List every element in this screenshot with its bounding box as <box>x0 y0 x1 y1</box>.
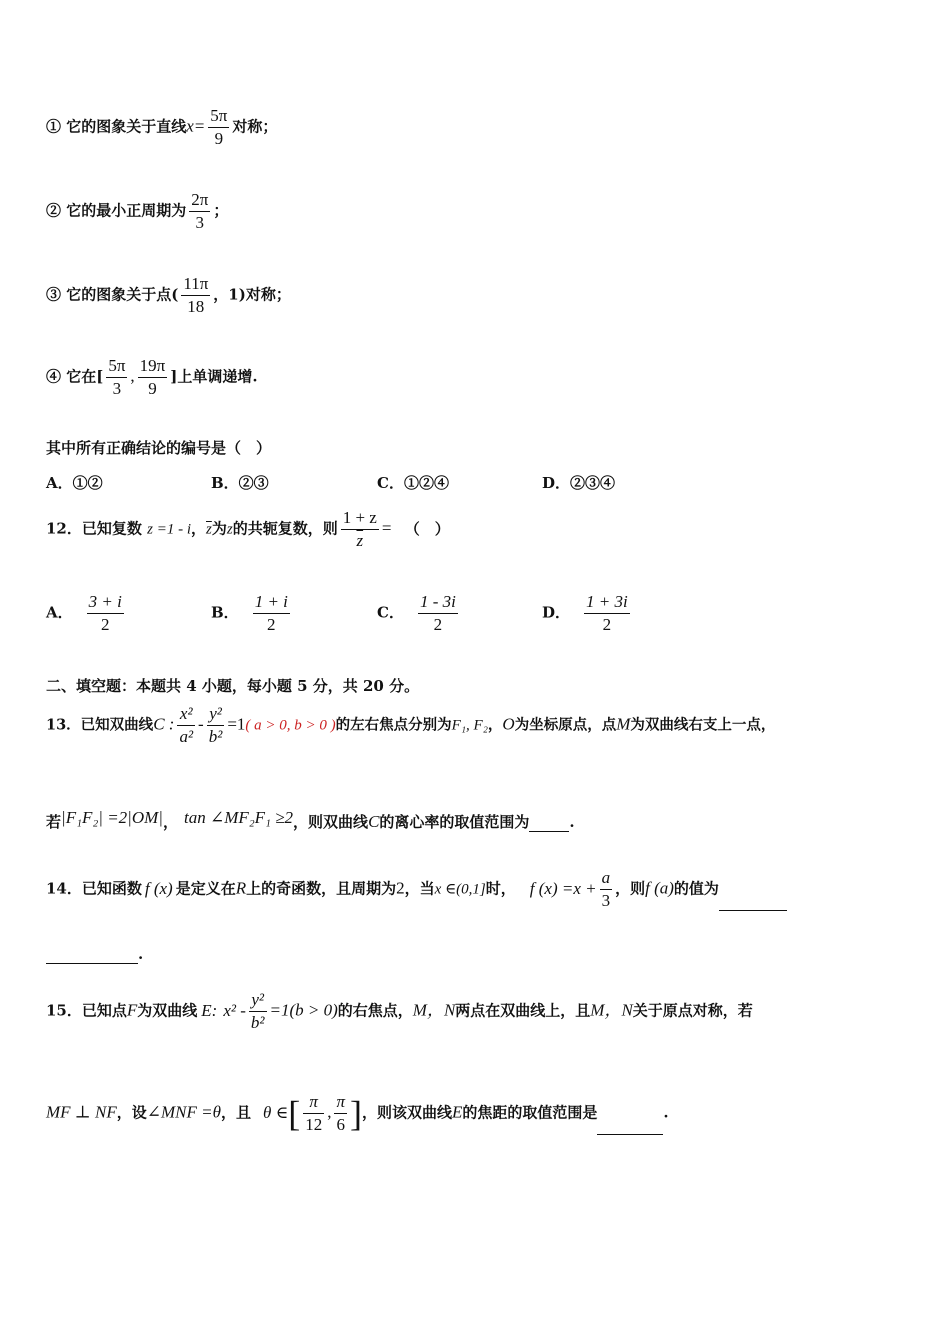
statement-4-text: ④ 它在[ <box>46 367 104 386</box>
q13-prefix: 13．已知双曲线 <box>46 716 154 734</box>
q13-condition: ( a > 0, b > 0 ) <box>245 717 336 734</box>
q13-curve-name: C : <box>153 714 175 734</box>
q14-text-1: 是定义在 <box>175 879 236 898</box>
fraction-numerator: π <box>303 1092 324 1114</box>
statement-3-fraction <box>181 274 210 317</box>
fraction-denominator: z <box>356 531 364 550</box>
q15-text-8: 的焦距的取值范围是 <box>462 1103 598 1122</box>
statement-2-text: ② 它的最小正周期为 <box>46 201 187 220</box>
q15-x-term: x² - <box>223 1000 246 1020</box>
q11-option-d: D．②③④ <box>542 474 616 492</box>
q13-line-1 <box>46 704 775 747</box>
q11-option-c: C．①②④ <box>377 474 449 492</box>
fraction-denominator: 3 <box>601 891 611 910</box>
section-2-heading: 二、填空题：本题共 4 小题，每小题 5 分，共 20 分。 <box>46 677 420 695</box>
q14-text-6: 的值为 <box>673 879 719 898</box>
fraction-numerator: x² <box>177 704 195 726</box>
q12-fraction <box>341 508 379 551</box>
q15-y-fraction <box>249 990 267 1033</box>
q14-text-5: ，则 <box>615 879 646 898</box>
q13-origin: O <box>502 714 515 734</box>
fraction-denominator: 3 <box>195 213 205 232</box>
fraction-numerator: 5π <box>208 106 229 128</box>
q15-answer-blank[interactable] <box>597 1118 663 1135</box>
option-label: C． <box>377 603 404 622</box>
q13-text-1: 的左右焦点分别为 <box>335 716 452 734</box>
q15-text-1: 为双曲线 <box>137 1001 198 1020</box>
q15-curve-e: E: <box>201 1000 218 1020</box>
fraction-denominator: b² <box>250 1013 265 1032</box>
q13-answer-blank[interactable] <box>529 815 569 832</box>
fraction-denominator: 2 <box>100 615 110 634</box>
q12-paren: （ ） <box>404 519 450 538</box>
q12-equals: = <box>381 518 392 538</box>
option-fraction <box>253 592 290 635</box>
fraction-denominator: 18 <box>187 297 205 316</box>
fraction-numerator: π <box>334 1092 347 1114</box>
q15-end: . <box>663 1103 669 1122</box>
q15-points: M，N <box>412 1000 456 1020</box>
q15-point-f: F <box>126 1000 138 1020</box>
q13-equals: =1 <box>227 714 246 734</box>
fraction-numerator: 1 - 3i <box>418 592 458 614</box>
q11-option-a: A．①② <box>46 474 103 492</box>
statement-1-text: ① 它的图象关于直线 <box>46 117 187 136</box>
statement-4: ④ 它在[ $\frac{5\pi}{3}$ , $\frac{19\pi}{9}$ ]上单调递增. <box>46 356 258 398</box>
q14-function: f (x) <box>144 878 173 898</box>
q12-option-b <box>211 592 293 635</box>
statement-3-tail: ，1)对称； <box>213 285 291 304</box>
q15-line-1 <box>46 990 753 1033</box>
q14-formula: f (x) =x + <box>529 878 597 898</box>
statement-1-tail: 对称； <box>232 117 278 136</box>
fraction-numerator: 3 + i <box>87 592 124 614</box>
q12-text: 的共轭复数，则 <box>232 519 338 538</box>
q13-comma: ， <box>162 813 178 831</box>
q15-theta: θ ∈ <box>263 1102 289 1122</box>
q15-right-bracket: ] <box>349 1093 362 1134</box>
q15-text-5: ，设 <box>116 1103 147 1122</box>
q14-end: . <box>138 945 144 963</box>
q14-answer-blank-2[interactable] <box>46 947 138 964</box>
fraction-numerator: y² <box>249 990 267 1012</box>
q14-real: R <box>235 878 247 898</box>
fraction-denominator: b² <box>208 727 223 746</box>
q14-text-4: 时， <box>485 879 516 898</box>
fraction-numerator: 2π <box>189 190 210 212</box>
q12-z: z <box>226 521 233 538</box>
q15-perpendicular: MF ⊥ NF <box>46 1102 117 1122</box>
q15-text-6: ，且 <box>220 1103 251 1122</box>
fraction-numerator: a <box>600 868 613 890</box>
q13-point-m: M <box>616 714 631 734</box>
fraction-denominator: 6 <box>336 1115 345 1134</box>
q13-condition-2: |F₁F₂| =2|OM| <box>61 808 163 827</box>
q15-line-2: MF ⊥ NF，设∠MNF =θ，且 θ ∈[ $\frac{\pi}{12}$ , $\frac{\pi}{6}$ ]，则该双曲线E的焦距的取值范围是 . <box>46 1092 669 1134</box>
q12-prefix: 12．已知复数 <box>46 519 142 538</box>
statement-1-var: x= <box>186 116 206 136</box>
q13-text-2: ， <box>487 716 503 734</box>
q13-text-4: 为双曲线右支上一点， <box>630 716 776 734</box>
fraction-denominator: a² <box>179 727 194 746</box>
q15-fraction-2 <box>334 1092 347 1135</box>
q15-text-3: 两点在双曲线上，且 <box>455 1001 591 1020</box>
q14-period: 2 <box>396 878 405 898</box>
q15-fraction-1 <box>303 1092 324 1135</box>
q15-angle: ∠MNF =θ <box>146 1102 221 1122</box>
fraction-denominator: 9 <box>214 129 224 148</box>
q13-curve-c: C <box>368 812 380 831</box>
fraction-numerator: 1 + 3i <box>584 592 630 614</box>
fraction-numerator: y² <box>207 704 225 726</box>
q12-z-definition: z =1 - i <box>147 521 191 538</box>
q12-option-c <box>377 592 461 635</box>
fraction-numerator: 5π <box>106 356 127 378</box>
statement-4-fraction-1 <box>106 356 127 399</box>
q13-minus: - <box>198 714 204 734</box>
q12-zbar: $\overline{z}$ <box>206 521 212 538</box>
q15-text-4: 关于原点对称，若 <box>632 1001 753 1020</box>
q11-option-b: B．②③ <box>211 474 269 492</box>
q11-question: 其中所有正确结论的编号是（ ） <box>46 439 272 457</box>
q14-prefix: 14．已知函数 <box>46 879 142 898</box>
q14-fa: f (a) <box>645 878 674 898</box>
fraction-denominator: 12 <box>305 1115 323 1134</box>
q14-line-1 <box>46 868 787 911</box>
q13-text-5: ，则双曲线 <box>293 813 369 831</box>
q13-ruo: 若 <box>46 813 62 831</box>
statement-2 <box>46 190 228 233</box>
q13-line-2 <box>46 808 575 832</box>
option-fraction <box>584 592 630 635</box>
statement-4-fraction-2 <box>138 356 168 399</box>
fraction-numerator: 1 + z <box>341 508 379 530</box>
q15-text-7: ，则该双曲线 <box>361 1103 452 1122</box>
q14-domain: x ∈(0,1] <box>434 881 486 898</box>
q14-text-2: 上的奇函数，且周期为 <box>246 879 397 898</box>
fraction-numerator: 1 + i <box>253 592 290 614</box>
q15-prefix: 15．已知点 <box>46 1001 127 1020</box>
fraction-denominator: 2 <box>433 615 443 634</box>
option-label: B． <box>211 603 239 622</box>
q15-curve-e2: E <box>451 1102 463 1122</box>
q12-option-a <box>46 592 127 635</box>
q15-text-2: 的右焦点， <box>337 1001 413 1020</box>
q13-y-fraction <box>207 704 225 747</box>
option-fraction <box>87 592 124 635</box>
q13-condition-3: tan ∠MF₂F₁ ≥2 <box>183 808 294 827</box>
q13-x-fraction <box>177 704 195 747</box>
q13-foci: F₁, F₂ <box>451 717 488 734</box>
fraction-denominator: 2 <box>267 615 276 634</box>
statement-1 <box>46 106 277 149</box>
option-fraction <box>418 592 458 635</box>
statement-1-fraction <box>208 106 229 149</box>
statement-2-fraction <box>189 190 210 233</box>
fraction-numerator: 19π <box>138 356 168 378</box>
q13-text-6: 的离心率的取值范围为 <box>379 813 530 831</box>
statement-4-tail: ]上单调递增. <box>170 367 258 386</box>
option-label: A． <box>46 603 73 622</box>
q15-points-2: M，N <box>590 1000 633 1020</box>
q15-left-bracket: [ <box>288 1093 301 1134</box>
q14-text-3: ，当 <box>404 879 435 898</box>
statement-2-tail: ； <box>213 201 229 220</box>
fraction-numerator: 11π <box>181 274 210 296</box>
q12-comma: ， <box>190 519 206 538</box>
q14-line-2 <box>46 944 143 964</box>
statement-3 <box>46 274 291 317</box>
q14-answer-blank-1[interactable] <box>719 894 787 911</box>
statement-3-text: ③ 它的图象关于点( <box>46 285 179 304</box>
option-label: D． <box>542 603 571 622</box>
fraction-denominator: 2 <box>602 615 612 634</box>
q12-question <box>46 508 450 551</box>
fraction-denominator: 9 <box>148 379 157 398</box>
q14-fraction <box>600 868 613 911</box>
q13-text-3: 为坐标原点，点 <box>514 716 617 734</box>
q13-end: . <box>569 813 575 831</box>
q15-equation: =1(b > 0) <box>269 1000 338 1020</box>
q12-option-d <box>542 592 633 635</box>
fraction-denominator: 3 <box>112 379 122 398</box>
q12-text-wei: 为 <box>211 519 227 538</box>
